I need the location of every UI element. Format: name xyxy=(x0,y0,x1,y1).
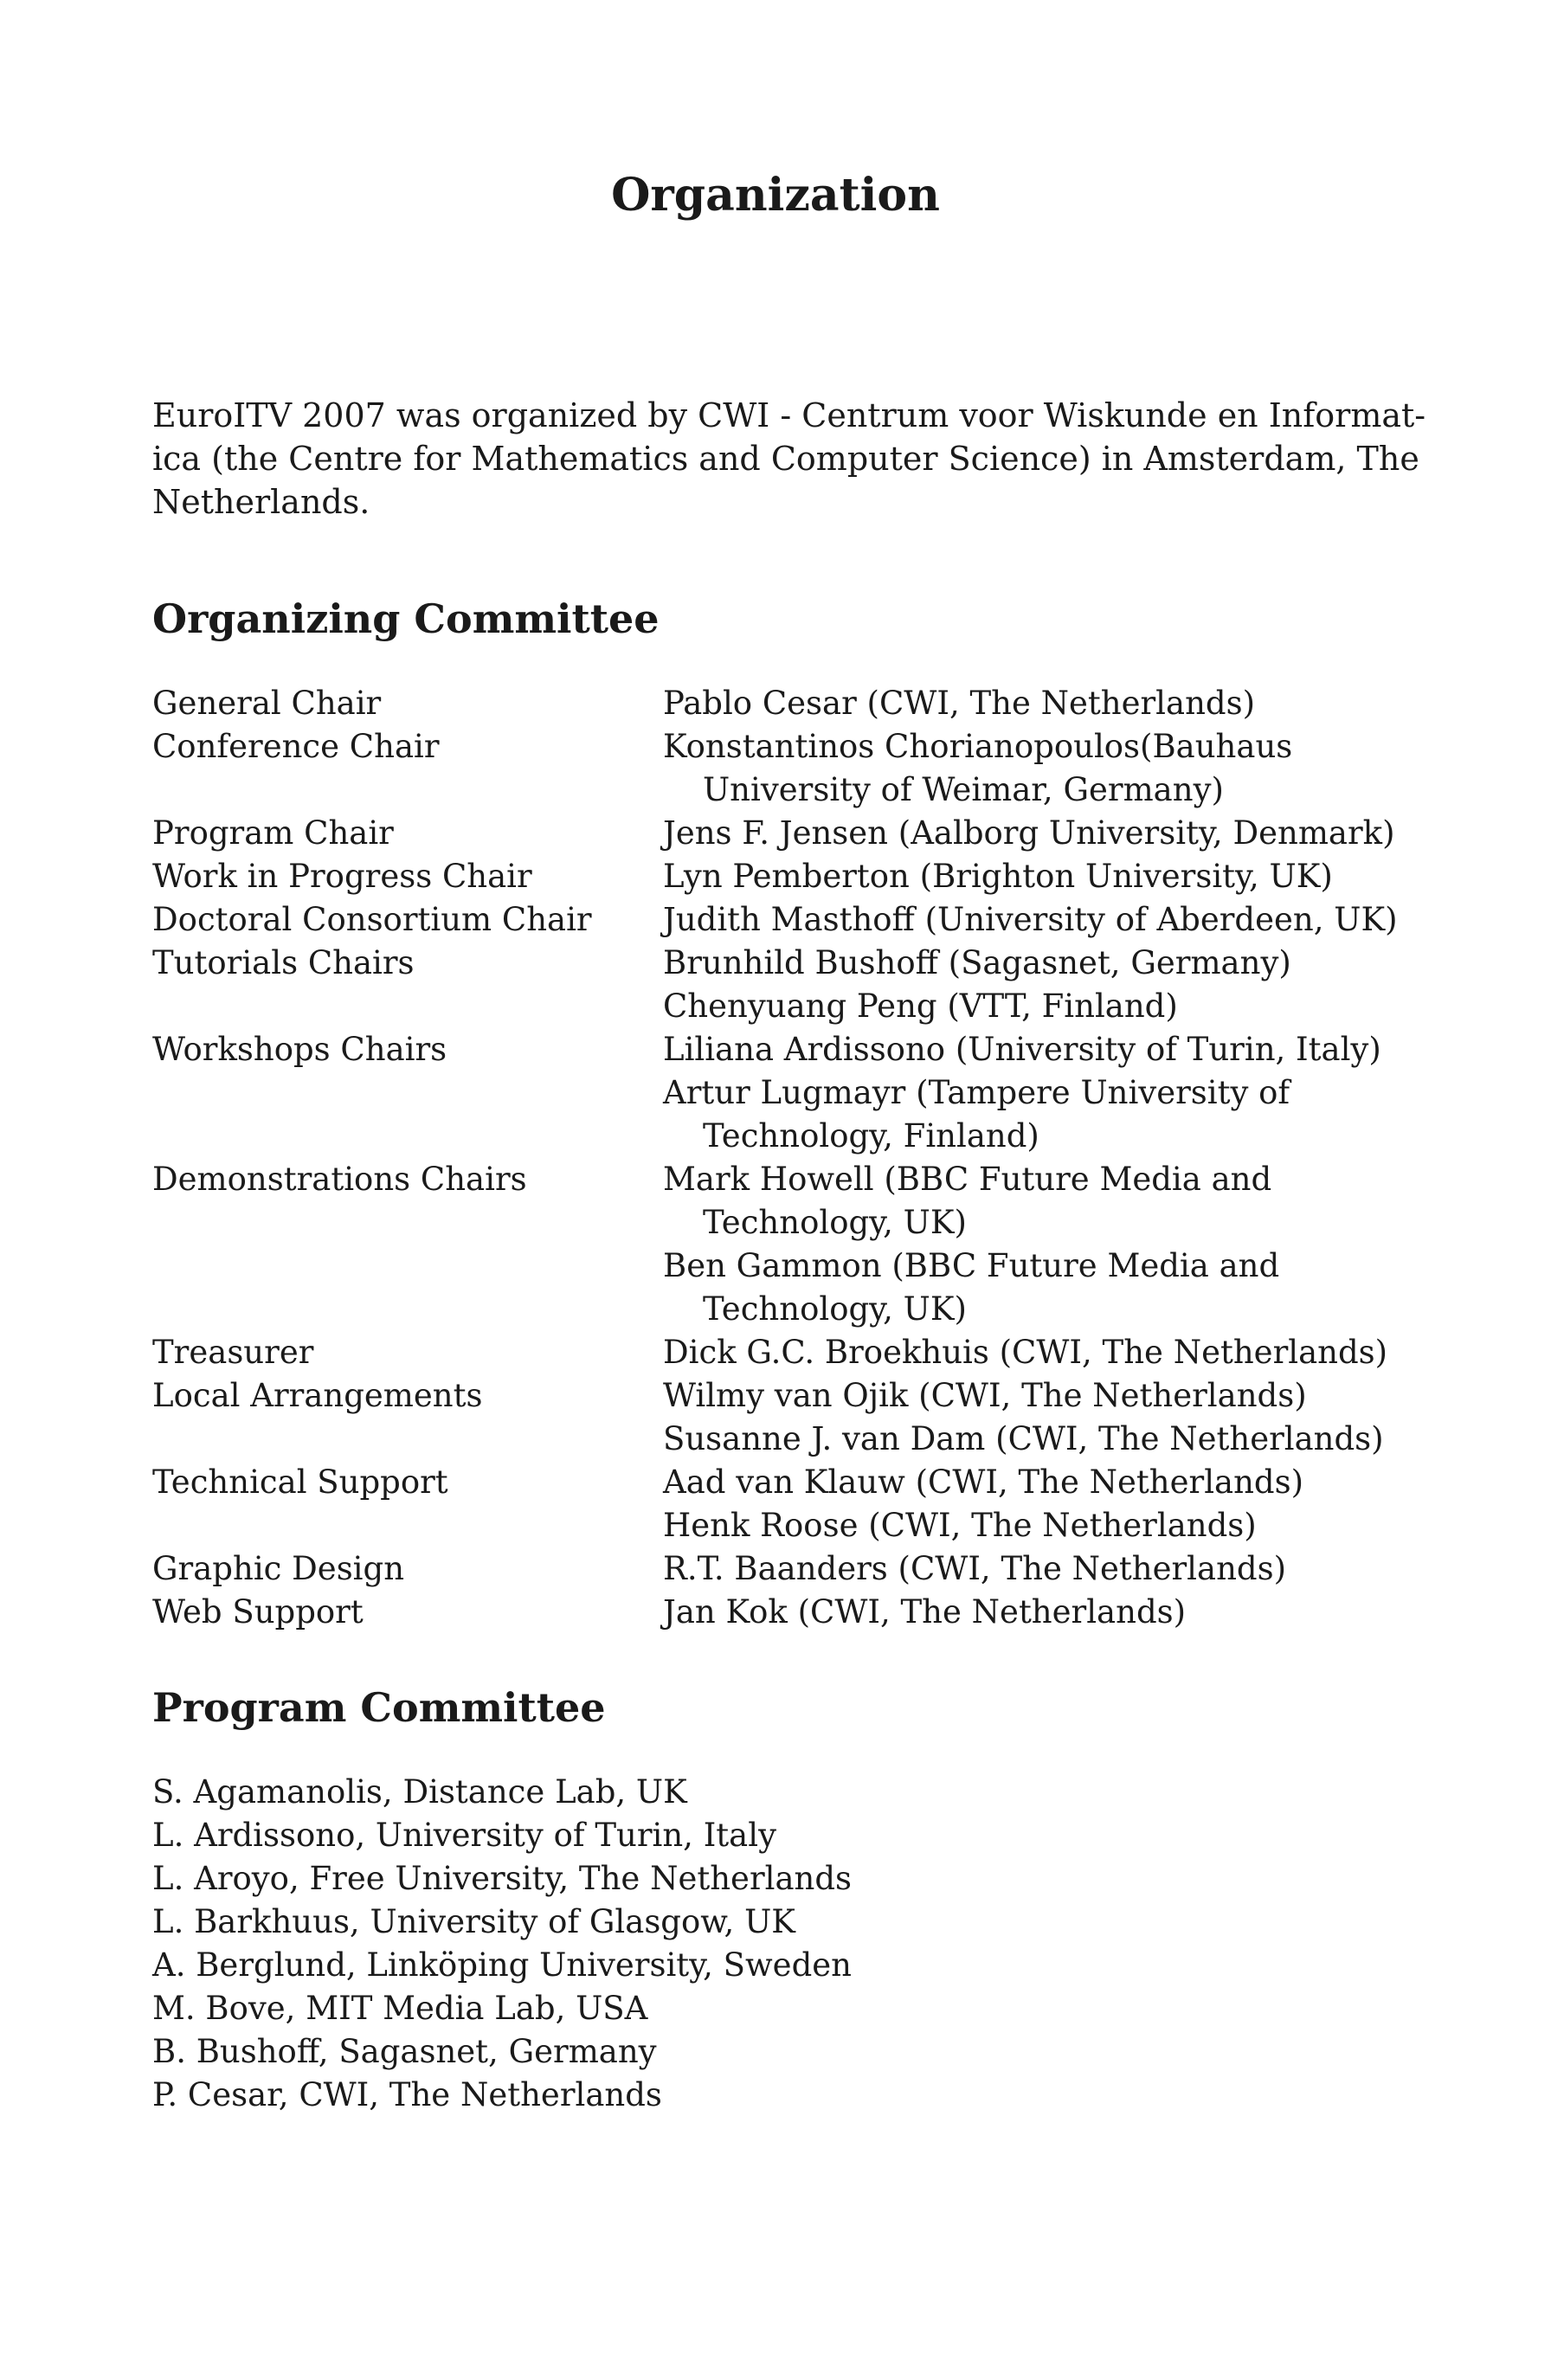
committee-person xyxy=(663,985,1399,1028)
program-committee-member: A. Berglund, Linköping University, Sweden xyxy=(152,1946,852,1984)
committee-person-line: Technology, UK) xyxy=(703,1290,967,1328)
committee-person xyxy=(663,725,1399,812)
committee-row xyxy=(152,1591,1399,1634)
committee-role: Graphic Design xyxy=(152,1550,405,1587)
committee-person xyxy=(663,1591,1399,1634)
committee-person xyxy=(663,812,1399,855)
committee-role: Treasurer xyxy=(152,1334,314,1371)
committee-role xyxy=(152,1071,663,1158)
committee-row xyxy=(152,1245,1399,1331)
committee-row xyxy=(152,898,1399,942)
committee-person-line: Judith Masthoff (University of Aberdeen, UK) xyxy=(663,901,1398,938)
committee-role: Local Arrangements xyxy=(152,1377,483,1414)
committee-person-line: Jens F. Jensen (Aalborg University, Denmark) xyxy=(663,814,1395,852)
committee-row xyxy=(152,1028,1399,1071)
committee-row xyxy=(152,1504,1399,1547)
committee-row xyxy=(152,1158,1399,1245)
committee-role: General Chair xyxy=(152,685,382,722)
committee-person-line: Wilmy van Ojik (CWI, The Netherlands) xyxy=(663,1377,1307,1414)
committee-person xyxy=(663,1418,1399,1461)
committee-role: Conference Chair xyxy=(152,728,440,765)
committee-role xyxy=(152,1245,663,1331)
committee-person xyxy=(663,1331,1399,1374)
committee-role: Work in Progress Chair xyxy=(152,858,532,895)
committee-person-line: R.T. Baanders (CWI, The Netherlands) xyxy=(663,1550,1287,1587)
committee-person-line: Konstantinos Chorianopoulos(Bauhaus xyxy=(663,728,1293,765)
committee-role: Doctoral Consortium Chair xyxy=(152,901,592,938)
organizing-committee-heading: Organizing Committee xyxy=(152,595,660,642)
committee-role: Program Chair xyxy=(152,814,394,852)
committee-row xyxy=(152,1331,1399,1374)
committee-person-line: Aad van Klauw (CWI, The Netherlands) xyxy=(663,1463,1304,1501)
committee-person xyxy=(663,1071,1399,1158)
committee-person xyxy=(663,855,1399,898)
intro-line: EuroITV 2007 was organized by CWI - Centrum voor Wiskunde en Informat- xyxy=(152,396,1426,434)
program-committee-member: L. Aroyo, Free University, The Netherlands xyxy=(152,1860,853,1897)
program-committee-member: S. Agamanolis, Distance Lab, UK xyxy=(152,1773,687,1811)
committee-person xyxy=(663,1547,1399,1591)
program-committee-heading: Program Committee xyxy=(152,1684,606,1731)
committee-row xyxy=(152,1071,1399,1158)
intro-line: ica (the Centre for Mathematics and Computer Science) in Amsterdam, The xyxy=(152,440,1419,478)
committee-person xyxy=(663,1504,1399,1547)
organizing-committee-table xyxy=(152,682,1399,1634)
committee-row xyxy=(152,1418,1399,1461)
committee-person-line: Pablo Cesar (CWI, The Netherlands) xyxy=(663,685,1256,722)
committee-row xyxy=(152,725,1399,812)
committee-person xyxy=(663,1374,1399,1418)
committee-person xyxy=(663,942,1399,985)
committee-person-line: Lyn Pemberton (Brighton University, UK) xyxy=(663,858,1333,895)
committee-person xyxy=(663,682,1399,725)
intro-paragraph xyxy=(152,394,1426,524)
committee-person xyxy=(663,898,1399,942)
page-title: Organization xyxy=(611,169,940,222)
committee-row xyxy=(152,812,1399,855)
committee-person-line: Jan Kok (CWI, The Netherlands) xyxy=(663,1593,1187,1631)
committee-role: Demonstrations Chairs xyxy=(152,1161,527,1198)
committee-person-line: Susanne J. van Dam (CWI, The Netherlands) xyxy=(663,1420,1384,1457)
committee-row xyxy=(152,1547,1399,1591)
committee-person-line: Chenyuang Peng (VTT, Finland) xyxy=(663,987,1178,1025)
intro-line: Netherlands. xyxy=(152,483,370,521)
committee-role xyxy=(152,1418,663,1461)
program-committee-member: B. Bushoff, Sagasnet, Germany xyxy=(152,2033,657,2070)
committee-role: Technical Support xyxy=(152,1463,448,1501)
program-committee-member: L. Barkhuus, University of Glasgow, UK xyxy=(152,1903,795,1940)
committee-role: Web Support xyxy=(152,1593,364,1631)
committee-row xyxy=(152,1374,1399,1418)
committee-person-line: Henk Roose (CWI, The Netherlands) xyxy=(663,1507,1257,1544)
committee-row xyxy=(152,942,1399,985)
committee-person-line: Ben Gammon (BBC Future Media and xyxy=(663,1247,1280,1284)
program-committee-list xyxy=(152,1771,1399,2117)
committee-person-line: University of Weimar, Germany) xyxy=(703,771,1224,808)
committee-person-line: Mark Howell (BBC Future Media and xyxy=(663,1161,1272,1198)
committee-role: Tutorials Chairs xyxy=(152,944,415,981)
committee-person xyxy=(663,1245,1399,1331)
committee-person xyxy=(663,1158,1399,1245)
committee-person-line: Liliana Ardissono (University of Turin, Italy) xyxy=(663,1031,1381,1068)
committee-person-line: Dick G.C. Broekhuis (CWI, The Netherlands) xyxy=(663,1334,1388,1371)
committee-person xyxy=(663,1028,1399,1071)
committee-person-line: Brunhild Bushoff (Sagasnet, Germany) xyxy=(663,944,1291,981)
program-committee-member: M. Bove, MIT Media Lab, USA xyxy=(152,1990,648,2027)
committee-person-line: Technology, UK) xyxy=(703,1204,967,1241)
committee-role xyxy=(152,985,663,1028)
program-committee-member: L. Ardissono, University of Turin, Italy xyxy=(152,1817,776,1854)
committee-person-line: Technology, Finland) xyxy=(703,1117,1039,1155)
committee-row xyxy=(152,682,1399,725)
program-committee-member: P. Cesar, CWI, The Netherlands xyxy=(152,2076,662,2113)
committee-row xyxy=(152,855,1399,898)
committee-role xyxy=(152,1504,663,1547)
committee-person xyxy=(663,1461,1399,1504)
committee-role: Workshops Chairs xyxy=(152,1031,447,1068)
committee-person-line: Artur Lugmayr (Tampere University of xyxy=(663,1074,1290,1111)
committee-row xyxy=(152,1461,1399,1504)
committee-row xyxy=(152,985,1399,1028)
